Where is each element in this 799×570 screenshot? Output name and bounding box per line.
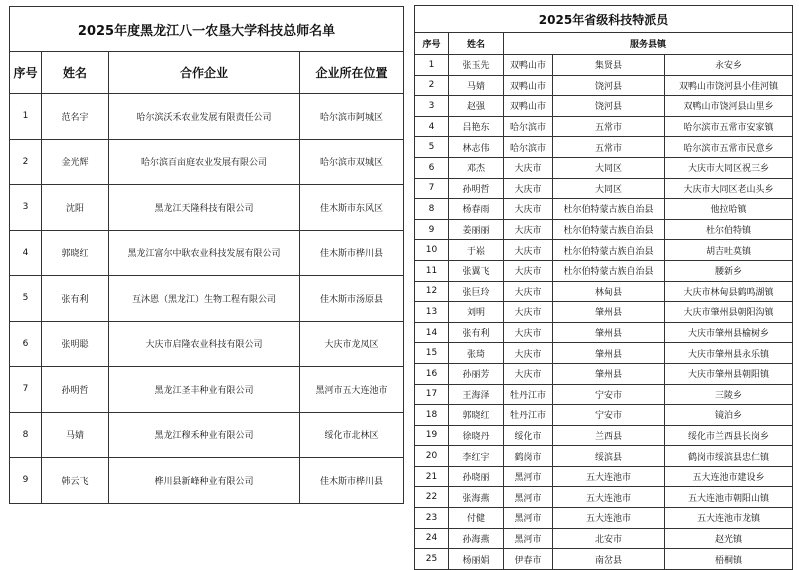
cell-town: 杜尔伯特镇 [665, 219, 793, 240]
cell-city: 哈尔滨市 [504, 116, 553, 137]
table-row [10, 412, 404, 458]
cell-city: 双鸭山市 [504, 96, 553, 117]
cell-county: 杜尔伯特蒙古族自治县 [553, 240, 665, 261]
cell-county: 五常市 [553, 137, 665, 158]
cell-name: 刘明 [449, 302, 504, 323]
cell-index: 3 [415, 96, 449, 117]
cell-county: 杜尔伯特蒙古族自治县 [553, 219, 665, 240]
cell-county: 五大连池市 [553, 487, 665, 508]
table-row [415, 405, 793, 426]
cell-city: 黑河市 [504, 487, 553, 508]
header-name: 姓名 [42, 52, 109, 94]
cell-town: 哈尔滨市五常市民意乡 [665, 137, 793, 158]
cell-city: 大庆市 [504, 178, 553, 199]
cell-index: 17 [415, 384, 449, 405]
cell-name: 付健 [449, 508, 504, 529]
table-row [415, 116, 793, 137]
cell-index: 15 [415, 343, 449, 364]
cell-name: 于崧 [449, 240, 504, 261]
special-commissioner-table [414, 5, 793, 570]
table-row [10, 321, 404, 367]
cell-index: 2 [10, 139, 42, 185]
cell-county: 宁安市 [553, 384, 665, 405]
cell-county: 五大连池市 [553, 466, 665, 487]
cell-county: 北安市 [553, 528, 665, 549]
table-row [415, 137, 793, 158]
table-row [415, 508, 793, 529]
cell-name: 韩云飞 [42, 458, 109, 504]
cell-county: 肇州县 [553, 302, 665, 323]
cell-county: 绥滨县 [553, 446, 665, 467]
cell-town: 大庆市肇州县朝阳镇 [665, 363, 793, 384]
cell-name: 张海燕 [449, 487, 504, 508]
table-row [415, 240, 793, 261]
cell-index: 1 [415, 55, 449, 76]
cell-index: 13 [415, 302, 449, 323]
cell-name: 李红宇 [449, 446, 504, 467]
cell-name: 张有利 [449, 322, 504, 343]
special-commissioner-table-body [415, 6, 793, 570]
cell-location: 佳木斯市东风区 [300, 185, 404, 231]
cell-name: 张翼飞 [449, 260, 504, 281]
table-row [415, 96, 793, 117]
cell-town: 五大连池市朝阳山镇 [665, 487, 793, 508]
table-row [415, 487, 793, 508]
cell-town: 五大连池市建设乡 [665, 466, 793, 487]
table-row [415, 157, 793, 178]
cell-town: 永安乡 [665, 55, 793, 76]
table-row [415, 75, 793, 96]
cell-name: 张琦 [449, 343, 504, 364]
cell-city: 黑河市 [504, 466, 553, 487]
cell-name: 孙明哲 [42, 367, 109, 413]
table-row [10, 367, 404, 413]
table-row [415, 219, 793, 240]
cell-city: 鹤岗市 [504, 446, 553, 467]
cell-town: 哈尔滨市五常市安家镇 [665, 116, 793, 137]
table-row [415, 466, 793, 487]
cell-name: 赵强 [449, 96, 504, 117]
cell-city: 双鸭山市 [504, 75, 553, 96]
cell-index: 1 [10, 94, 42, 140]
cell-county: 杜尔伯特蒙古族自治县 [553, 199, 665, 220]
cell-index: 22 [415, 487, 449, 508]
table-row [415, 260, 793, 281]
table-row [10, 94, 404, 140]
table-row [415, 528, 793, 549]
cell-town: 双鸭山市饶河县小佳河镇 [665, 75, 793, 96]
table-row [10, 458, 404, 504]
cell-name: 孙晓丽 [449, 466, 504, 487]
cell-index: 12 [415, 281, 449, 302]
cell-county: 五大连池市 [553, 508, 665, 529]
cell-city: 牡丹江市 [504, 405, 553, 426]
tech-director-table [9, 6, 404, 504]
cell-town: 大庆市肇州县永乐镇 [665, 343, 793, 364]
cell-city: 大庆市 [504, 302, 553, 323]
cell-name: 马婧 [449, 75, 504, 96]
cell-company: 黑龙江穆禾种业有限公司 [109, 412, 300, 458]
cell-town: 大庆市大同区老山头乡 [665, 178, 793, 199]
cell-name: 郭晓红 [449, 405, 504, 426]
header-index: 序号 [415, 33, 449, 55]
cell-name: 徐晓丹 [449, 425, 504, 446]
cell-city: 双鸭山市 [504, 55, 553, 76]
cell-location: 佳木斯市桦川县 [300, 230, 404, 276]
cell-company: 大庆市启隆农业科技有限公司 [109, 321, 300, 367]
cell-name: 杨丽娟 [449, 549, 504, 570]
cell-name: 张明聪 [42, 321, 109, 367]
cell-city: 大庆市 [504, 363, 553, 384]
cell-location: 佳木斯市桦川县 [300, 458, 404, 504]
cell-name: 孙明哲 [449, 178, 504, 199]
cell-location: 佳木斯市汤原县 [300, 276, 404, 322]
header-service-area: 服务县镇 [504, 33, 793, 55]
cell-county: 肇州县 [553, 343, 665, 364]
cell-index: 7 [10, 367, 42, 413]
table-row [415, 549, 793, 570]
cell-index: 6 [415, 157, 449, 178]
cell-city: 哈尔滨市 [504, 137, 553, 158]
cell-city: 黑河市 [504, 528, 553, 549]
cell-city: 大庆市 [504, 219, 553, 240]
table-row [415, 178, 793, 199]
cell-index: 8 [10, 412, 42, 458]
cell-index: 3 [10, 185, 42, 231]
cell-index: 23 [415, 508, 449, 529]
cell-index: 18 [415, 405, 449, 426]
cell-town: 镜泊乡 [665, 405, 793, 426]
cell-company: 黑龙江富尔中耿农业科技发展有限公司 [109, 230, 300, 276]
cell-index: 9 [10, 458, 42, 504]
cell-company: 哈尔滨沃禾农业发展有限责任公司 [109, 94, 300, 140]
header-index: 序号 [10, 52, 42, 94]
special-commissioner-header-row [415, 33, 793, 55]
cell-company: 黑龙江圣丰种业有限公司 [109, 367, 300, 413]
cell-town: 他拉哈镇 [665, 199, 793, 220]
cell-town: 大庆市大同区祝三乡 [665, 157, 793, 178]
special-commissioner-table-title: 2025年省级科技特派员 [415, 6, 793, 33]
cell-city: 大庆市 [504, 199, 553, 220]
cell-city: 大庆市 [504, 260, 553, 281]
cell-name: 沈阳 [42, 185, 109, 231]
cell-name: 张玉先 [449, 55, 504, 76]
cell-county: 肇州县 [553, 363, 665, 384]
cell-name: 杨春雨 [449, 199, 504, 220]
cell-location: 大庆市龙凤区 [300, 321, 404, 367]
cell-county: 大同区 [553, 157, 665, 178]
cell-index: 8 [415, 199, 449, 220]
cell-town: 胡吉吐莫镇 [665, 240, 793, 261]
cell-index: 5 [415, 137, 449, 158]
cell-location: 哈尔滨市双城区 [300, 139, 404, 185]
cell-town: 三陵乡 [665, 384, 793, 405]
cell-name: 张有利 [42, 276, 109, 322]
table-row [415, 199, 793, 220]
cell-city: 绥化市 [504, 425, 553, 446]
cell-county: 兰西县 [553, 425, 665, 446]
cell-town: 大庆市林甸县鹤鸣湖镇 [665, 281, 793, 302]
cell-name: 王海泽 [449, 384, 504, 405]
tech-director-table-body [10, 7, 404, 504]
cell-city: 黑河市 [504, 508, 553, 529]
cell-town: 梧桐镇 [665, 549, 793, 570]
cell-name: 金光辉 [42, 139, 109, 185]
table-row [415, 322, 793, 343]
cell-location: 哈尔滨市阿城区 [300, 94, 404, 140]
cell-county: 杜尔伯特蒙古族自治县 [553, 260, 665, 281]
cell-name: 孙海燕 [449, 528, 504, 549]
cell-name: 张巨玲 [449, 281, 504, 302]
cell-name: 孙丽芳 [449, 363, 504, 384]
cell-county: 饶河县 [553, 75, 665, 96]
tech-director-table-title: 2025年度黑龙江八一农垦大学科技总师名单 [10, 7, 404, 52]
table-row [10, 230, 404, 276]
header-company: 合作企业 [109, 52, 300, 94]
cell-county: 肇州县 [553, 322, 665, 343]
cell-index: 25 [415, 549, 449, 570]
cell-index: 11 [415, 260, 449, 281]
cell-index: 5 [10, 276, 42, 322]
cell-name: 吕艳东 [449, 116, 504, 137]
table-row [10, 139, 404, 185]
cell-town: 赵光镇 [665, 528, 793, 549]
cell-company: 黑龙江天隆科技有限公司 [109, 185, 300, 231]
cell-company: 桦川县新峰种业有限公司 [109, 458, 300, 504]
header-name: 姓名 [449, 33, 504, 55]
cell-town: 五大连池市龙镇 [665, 508, 793, 529]
cell-index: 14 [415, 322, 449, 343]
cell-town: 大庆市肇州县朝阳沟镇 [665, 302, 793, 323]
cell-city: 大庆市 [504, 322, 553, 343]
cell-town: 双鸭山市饶河县山里乡 [665, 96, 793, 117]
cell-county: 大同区 [553, 178, 665, 199]
table-row [415, 343, 793, 364]
cell-city: 大庆市 [504, 343, 553, 364]
table-row [415, 425, 793, 446]
cell-city: 大庆市 [504, 157, 553, 178]
cell-index: 20 [415, 446, 449, 467]
cell-location: 黑河市五大连池市 [300, 367, 404, 413]
cell-county: 五常市 [553, 116, 665, 137]
cell-town: 鹤岗市绥滨县忠仁镇 [665, 446, 793, 467]
cell-county: 宁安市 [553, 405, 665, 426]
cell-county: 饶河县 [553, 96, 665, 117]
cell-city: 大庆市 [504, 240, 553, 261]
cell-name: 林志伟 [449, 137, 504, 158]
cell-name: 邓杰 [449, 157, 504, 178]
cell-index: 19 [415, 425, 449, 446]
cell-county: 林甸县 [553, 281, 665, 302]
cell-name: 范名宇 [42, 94, 109, 140]
table-row [10, 185, 404, 231]
table-row [415, 446, 793, 467]
table-row [415, 384, 793, 405]
cell-index: 24 [415, 528, 449, 549]
cell-location: 绥化市北林区 [300, 412, 404, 458]
table-row [415, 302, 793, 323]
cell-index: 9 [415, 219, 449, 240]
cell-index: 2 [415, 75, 449, 96]
cell-index: 10 [415, 240, 449, 261]
header-location: 企业所在位置 [300, 52, 404, 94]
cell-town: 腰新乡 [665, 260, 793, 281]
tech-director-header-row [10, 52, 404, 94]
table-row [10, 276, 404, 322]
table-row [415, 363, 793, 384]
cell-town: 大庆市肇州县榆树乡 [665, 322, 793, 343]
cell-company: 哈尔滨百亩庭农业发展有限公司 [109, 139, 300, 185]
cell-index: 4 [10, 230, 42, 276]
cell-name: 姜丽丽 [449, 219, 504, 240]
cell-county: 南岔县 [553, 549, 665, 570]
cell-index: 6 [10, 321, 42, 367]
cell-index: 21 [415, 466, 449, 487]
cell-index: 16 [415, 363, 449, 384]
cell-town: 绥化市兰西县长岗乡 [665, 425, 793, 446]
table-row [415, 55, 793, 76]
cell-city: 牡丹江市 [504, 384, 553, 405]
cell-company: 互沐恩（黑龙江）生物工程有限公司 [109, 276, 300, 322]
cell-name: 马婧 [42, 412, 109, 458]
table-row [415, 281, 793, 302]
cell-city: 大庆市 [504, 281, 553, 302]
cell-county: 集贤县 [553, 55, 665, 76]
cell-name: 郭晓红 [42, 230, 109, 276]
cell-city: 伊春市 [504, 549, 553, 570]
cell-index: 4 [415, 116, 449, 137]
cell-index: 7 [415, 178, 449, 199]
